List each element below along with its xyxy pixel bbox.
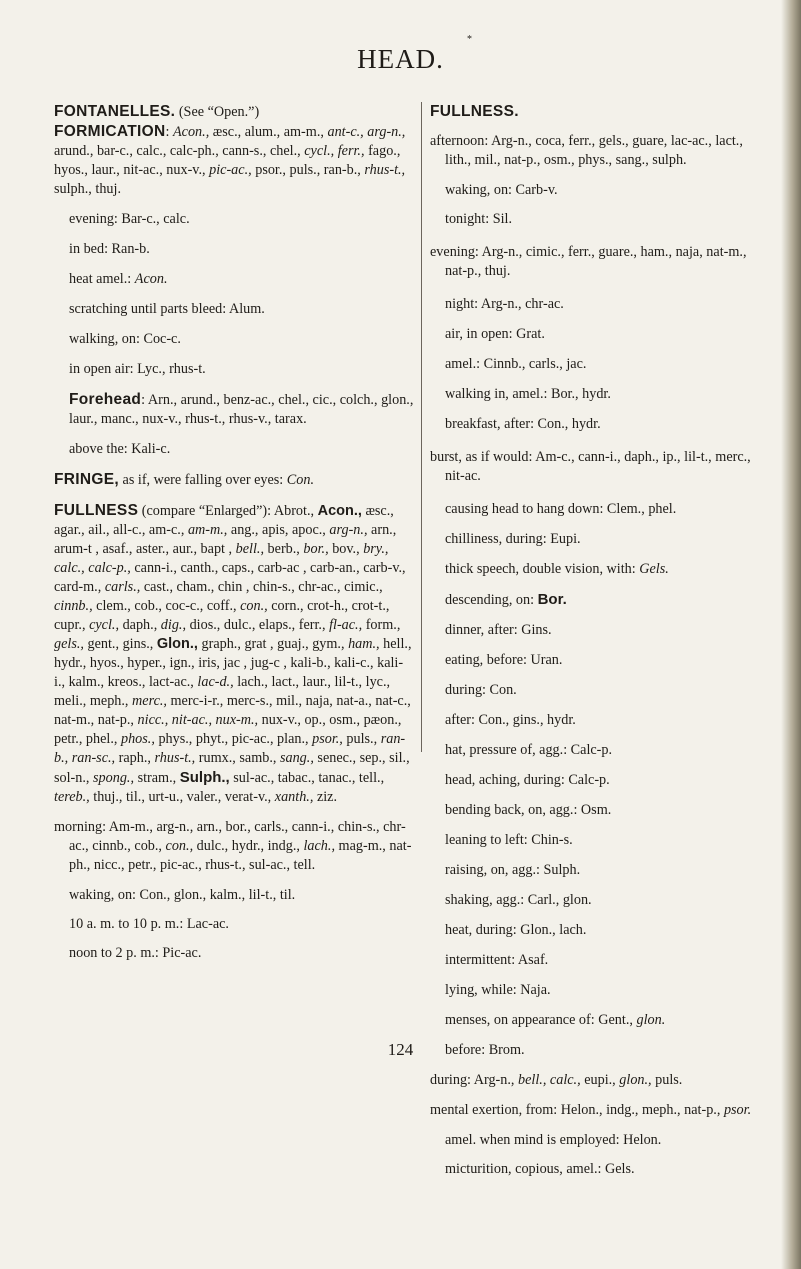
index-entry: descending, on: Bor.: [445, 591, 567, 608]
index-entry: during: Arg-n., bell., calc., eupi., glon., puls.: [430, 1072, 683, 1088]
page-mark: *: [467, 34, 472, 45]
index-entry: noon to 2 p. m.: Pic-ac.: [69, 945, 202, 961]
index-entry: head, aching, during: Calc-p.: [445, 772, 610, 788]
index-entry: chilliness, during: Eupi.: [445, 531, 581, 547]
index-entry: amel. when mind is employed: Helon.: [445, 1132, 662, 1148]
index-entry: FULLNESS (compare “Enlarged”): Abrot., Acon., æsc., agar., ail., all-c., am-c., am-m., ang., apis, apoc., arg-n., arn., arum-t , asaf., aster., aur., bapt , bell., berb., bor., bov., bry., calc., calc-p., cann-i., canth., caps., carb-ac , carb-an., carb-v., card-m., carls., cast., cham., chin , chin-s., chr-ac., cimic., cinnb., clem., cob., coc-c., coff., con., corn., crot-h., crot-t., cupr., cycl., daph., dig., dios., dulc., elaps., ferr., fl-ac., form., gels., gent., gins., Glon., graph., grat , guaj., gym., ham., hell., hydr., hyos., hyper., ign., iris, jac , jug-c , kali-b., kali-c., kali-i., kalm., kreos., lact-ac., lac-d., lach., lact., laur., lil-t., lyc., meli., meph., merc., merc-i-r., merc-s., mil., naja, nat-a., nat-c., nat-m., nat-p., nicc., nit-ac., nux-m., nux-v., op., osm., pæon., petr., phel., phos., phys., phyt., pic-ac., plan., psor., puls., ran-b., ran-sc., raph., rhus-t., rumx., samb., sang., senec., sep., sil., sol-n., spong., stram., Sulph., sul-ac., tabac., tanac., tell., tereb., thuj., til., urt-u., valer., verat-v., xanth., ziz.: [54, 502, 412, 805]
index-entry: heat, during: Glon., lach.: [445, 922, 587, 938]
index-entry: bending back, on, agg.: Osm.: [445, 802, 612, 818]
index-entry: after: Con., gins., hydr.: [445, 712, 576, 728]
index-entry: raising, on, agg.: Sulph.: [445, 862, 581, 878]
index-entry: FULLNESS.: [430, 103, 519, 120]
index-entry: walking in, amel.: Bor., hydr.: [445, 386, 611, 402]
index-entry: heat amel.: Acon.: [69, 271, 168, 287]
index-entry: amel.: Cinnb., carls., jac.: [445, 356, 587, 372]
index-entry: menses, on appearance of: Gent., glon.: [445, 1012, 666, 1028]
index-entry: Forehead: Arn., arund., benz-ac., chel., cic., colch., glon., laur., manc., nux-v., rhus-t., rhus-v., tarax.: [69, 391, 414, 427]
index-entry: intermittent: Asaf.: [445, 952, 549, 968]
index-entry: 10 a. m. to 10 p. m.: Lac-ac.: [69, 916, 229, 932]
index-entry: leaning to left: Chin-s.: [445, 832, 573, 848]
index-entry: evening: Bar-c., calc.: [69, 211, 190, 227]
column-right: [430, 102, 760, 1179]
index-entry: micturition, copious, amel.: Gels.: [445, 1161, 635, 1177]
index-entry: above the: Kali-c.: [69, 441, 171, 457]
index-entry: during: Con.: [445, 682, 517, 698]
index-entry: afternoon: Arg-n., coca, ferr., gels., guare, lac-ac., lact., lith., mil., nat-p., osm., phys., sang., sulph.: [430, 133, 743, 168]
index-entry: scratching until parts bleed: Alum.: [69, 301, 265, 317]
index-entry: waking, on: Con., glon., kalm., lil-t., til.: [69, 887, 296, 903]
index-entry: dinner, after: Gins.: [445, 622, 552, 638]
index-entry: FORMICATION: Acon., æsc., alum., am-m., ant-c., arg-n., arund., bar-c., calc., calc-ph., cann-s., chel., cycl., ferr., fago., hyos., laur., nit-ac., nux-v., pic-ac., psor., puls., ran-b., rhus-t., sulph., thuj.: [54, 123, 406, 197]
index-entry: lying, while: Naja.: [445, 982, 551, 998]
running-head: HEAD.: [357, 44, 444, 74]
index-entry: FONTANELLES. (See “Open.”): [54, 103, 260, 120]
column-left: [54, 102, 414, 963]
index-entry: walking, on: Coc-c.: [69, 331, 181, 347]
index-entry: thick speech, double vision, with: Gels.: [445, 561, 669, 577]
index-entry: night: Arg-n., chr-ac.: [445, 296, 564, 312]
index-entry: air, in open: Grat.: [445, 326, 545, 342]
index-entry: hat, pressure of, agg.: Calc-p.: [445, 742, 613, 758]
index-entry: breakfast, after: Con., hydr.: [445, 416, 601, 432]
index-entry: FRINGE, as if, were falling over eyes: Con.: [54, 471, 314, 488]
index-entry: in bed: Ran-b.: [69, 241, 150, 257]
index-entry: before: Brom.: [445, 1042, 525, 1058]
index-entry: waking, on: Carb-v.: [445, 182, 558, 198]
index-entry: in open air: Lyc., rhus-t.: [69, 361, 206, 377]
index-entry: evening: Arg-n., cimic., ferr., guare., ham., naja, nat-m., nat-p., thuj.: [430, 244, 747, 279]
index-entry: causing head to hang down: Clem., phel.: [445, 501, 677, 517]
index-entry: burst, as if would: Am-c., cann-i., daph., ip., lil-t., merc., nit-ac.: [430, 449, 751, 484]
page-edge: [781, 0, 801, 1269]
index-entry: morning: Am-m., arg-n., arn., bor., carls., cann-i., chin-s., chr-ac., cinnb., cob., con., dulc., hydr., indg., lach., mag-m., nat-ph., nicc., petr., pic-ac., rhus-t., sul-ac., tell.: [54, 819, 412, 873]
index-entry: mental exertion, from: Helon., indg., meph., nat-p., psor.: [430, 1102, 752, 1118]
index-entry: eating, before: Uran.: [445, 652, 563, 668]
index-entry: tonight: Sil.: [445, 211, 513, 227]
column-divider: [421, 102, 422, 752]
index-entry: shaking, agg.: Carl., glon.: [445, 892, 592, 908]
page-number: 124: [387, 1040, 414, 1059]
